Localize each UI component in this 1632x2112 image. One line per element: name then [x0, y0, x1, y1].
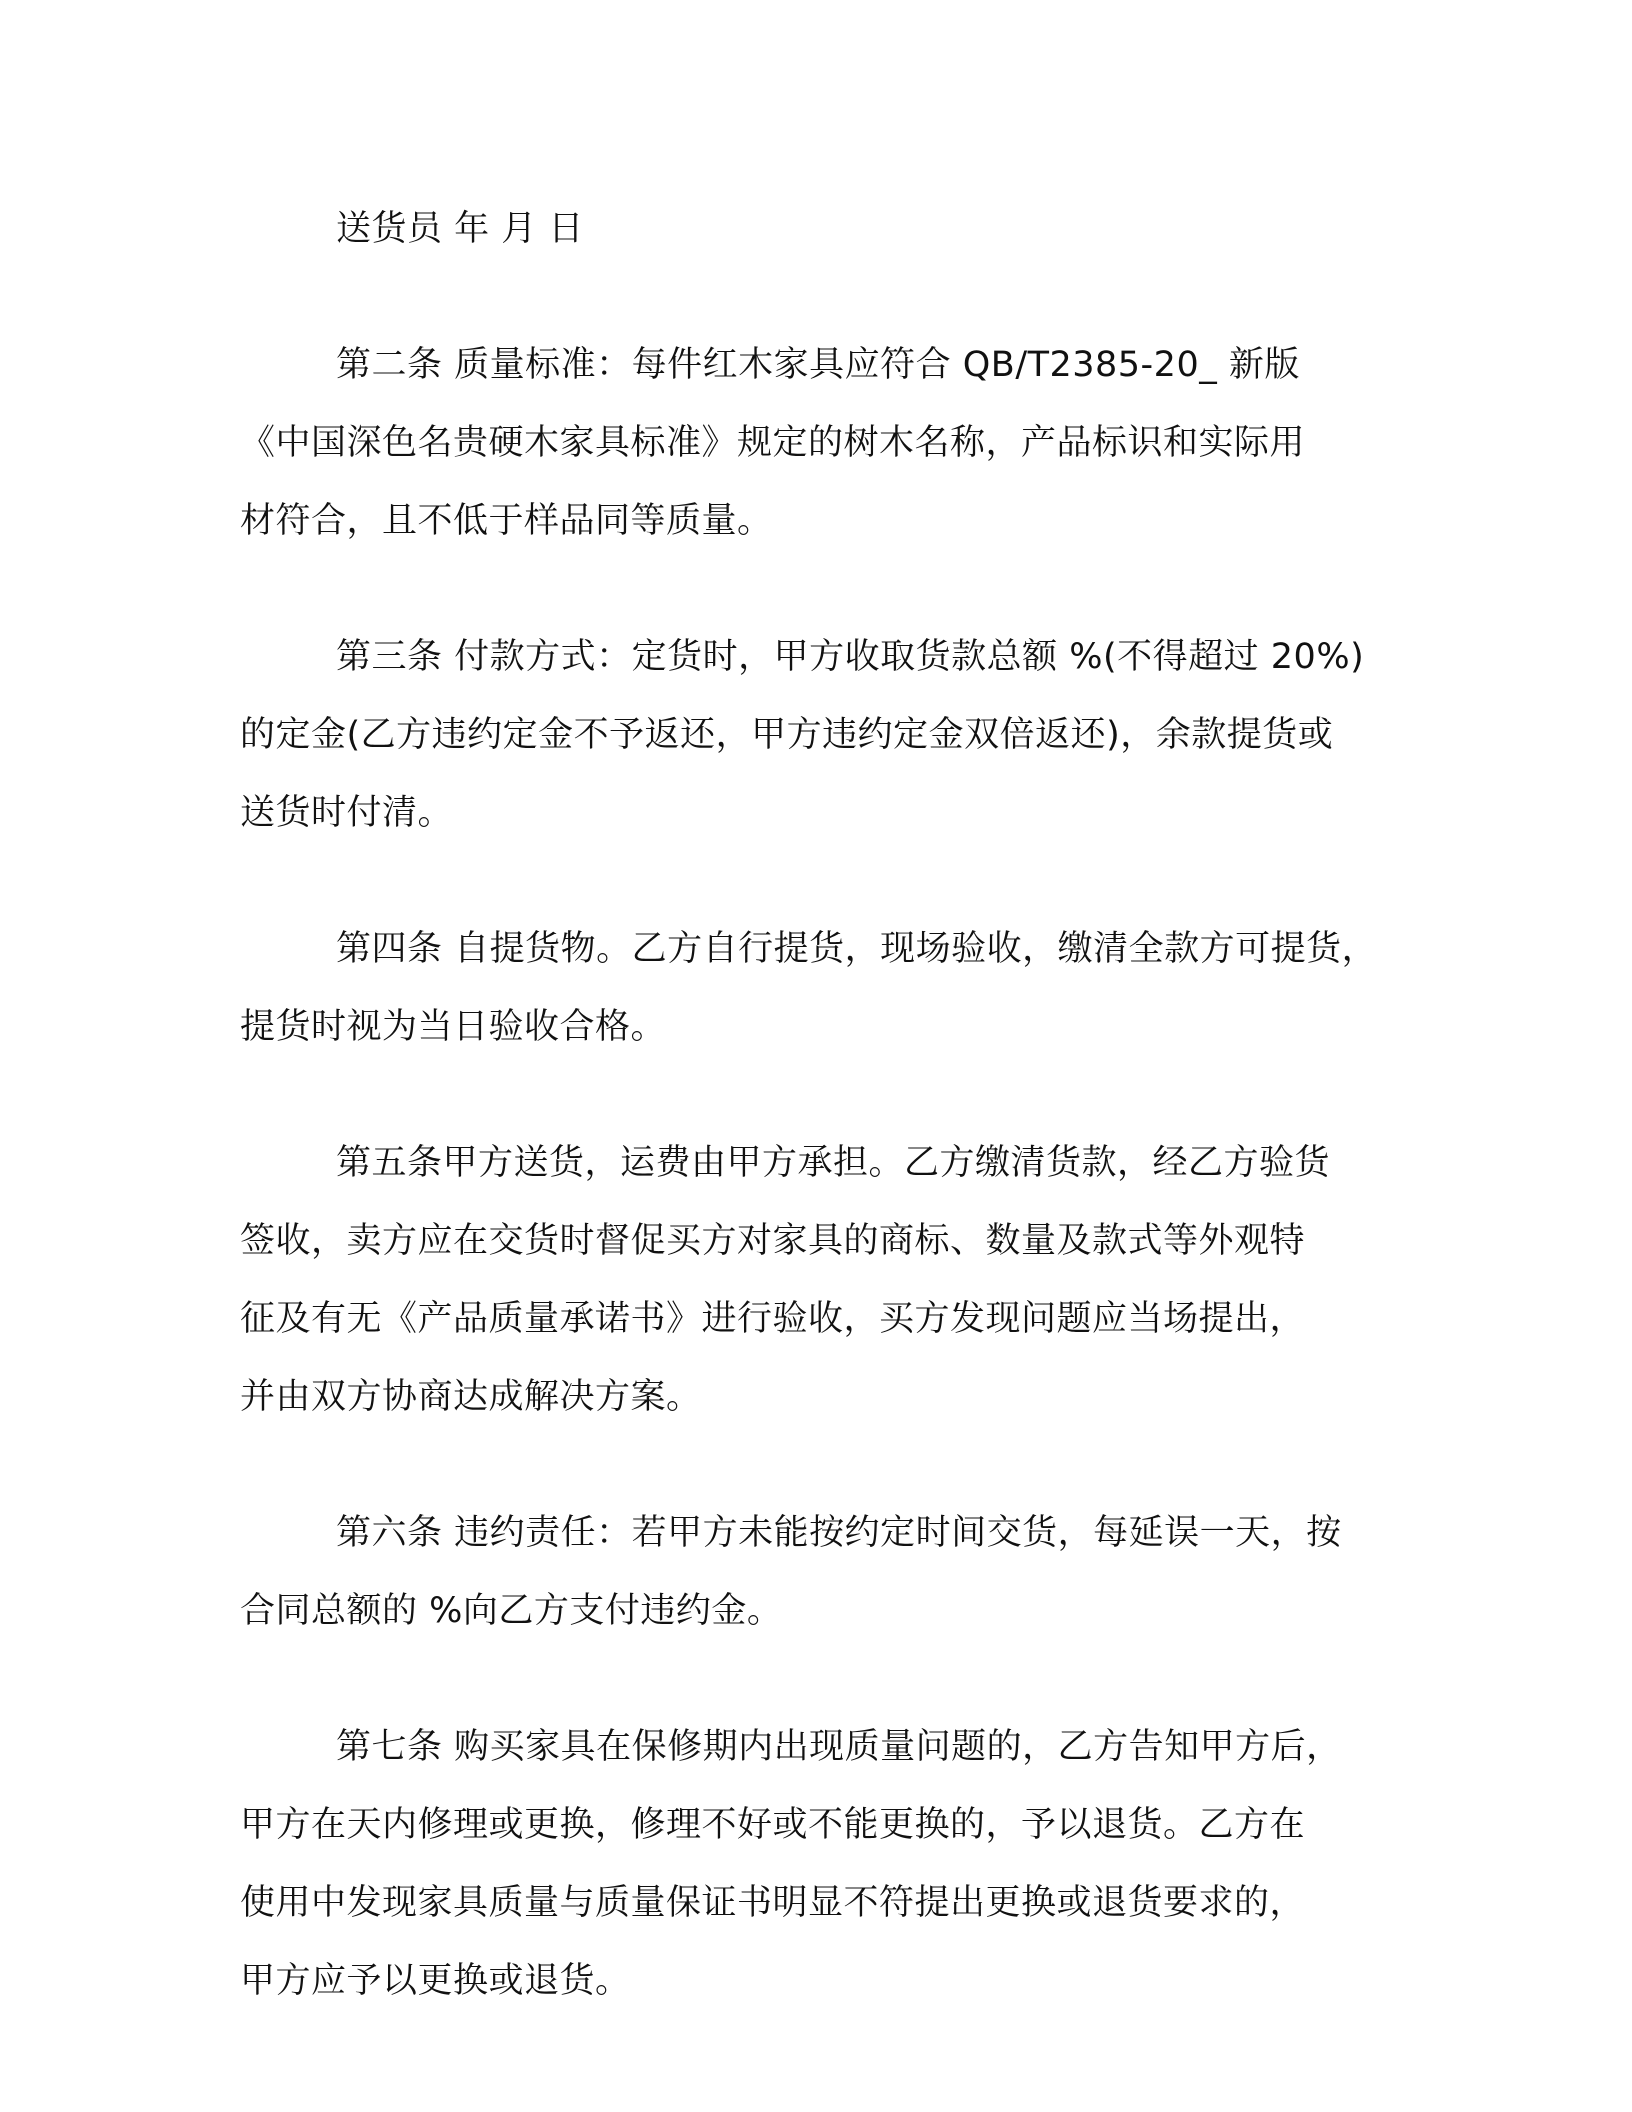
- paragraph-line: 第六条 违约责任：若甲方未能按约定时间交货，每延误一天，按: [336, 1513, 1342, 1553]
- paragraph-line: 第七条 购买家具在保修期内出现质量问题的，乙方告知甲方后，: [336, 1727, 1342, 1767]
- paragraph-line: 第二条 质量标准：每件红木家具应符合 QB/T2385-20_ 新版: [336, 345, 1300, 385]
- article-7-warranty: [240, 1708, 1420, 2020]
- paragraph-line: 《中国深色名贵硬木家具标准》规定的树木名称，产品标识和实际用: [240, 423, 1306, 463]
- paragraph-line: 甲方应予以更换或退货。: [240, 1961, 631, 2001]
- paragraph-line: 签收，卖方应在交货时督促买方对家具的商标、数量及款式等外观特: [240, 1221, 1306, 1261]
- paragraph-line: 提货时视为当日验收合格。: [240, 1007, 667, 1047]
- article-2-quality-standard: [240, 326, 1420, 560]
- paragraph-line: 第五条甲方送货，运费由甲方承担。乙方缴清货款，经乙方验货: [336, 1143, 1331, 1183]
- article-6-breach-liability: [240, 1494, 1420, 1650]
- paragraph-line: 的定金(乙方违约定金不予返还，甲方违约定金双倍返还)，余款提货或: [240, 715, 1334, 755]
- paragraph-line: 第三条 付款方式：定货时，甲方收取货款总额 %(不得超过 20%): [336, 637, 1365, 677]
- article-5-delivery: [240, 1124, 1420, 1436]
- paragraph-line: 第四条 自提货物。乙方自行提货，现场验收，缴清全款方可提货，: [336, 929, 1378, 969]
- article-4-self-pickup: [240, 910, 1420, 1066]
- article-3-payment-method: [240, 618, 1420, 852]
- paragraph-line: 送货员 年 月 日: [336, 209, 584, 249]
- paragraph-line: 材符合，且不低于样品同等质量。: [240, 501, 773, 541]
- paragraph-line: 使用中发现家具质量与质量保证书明显不符提出更换或退货要求的，: [240, 1883, 1306, 1923]
- paragraph-line: 送货时付清。: [240, 793, 454, 833]
- paragraph-line: 征及有无《产品质量承诺书》进行验收，买方发现问题应当场提出，: [240, 1299, 1306, 1339]
- paragraph-line: 合同总额的 %向乙方支付违约金。: [240, 1591, 783, 1631]
- document-body: [240, 190, 1420, 2078]
- paragraph-line: 并由双方协商达成解决方案。: [240, 1377, 702, 1417]
- delivery-signature-line: [240, 190, 1420, 268]
- paragraph-line: 甲方在天内修理或更换，修理不好或不能更换的，予以退货。乙方在: [240, 1805, 1306, 1845]
